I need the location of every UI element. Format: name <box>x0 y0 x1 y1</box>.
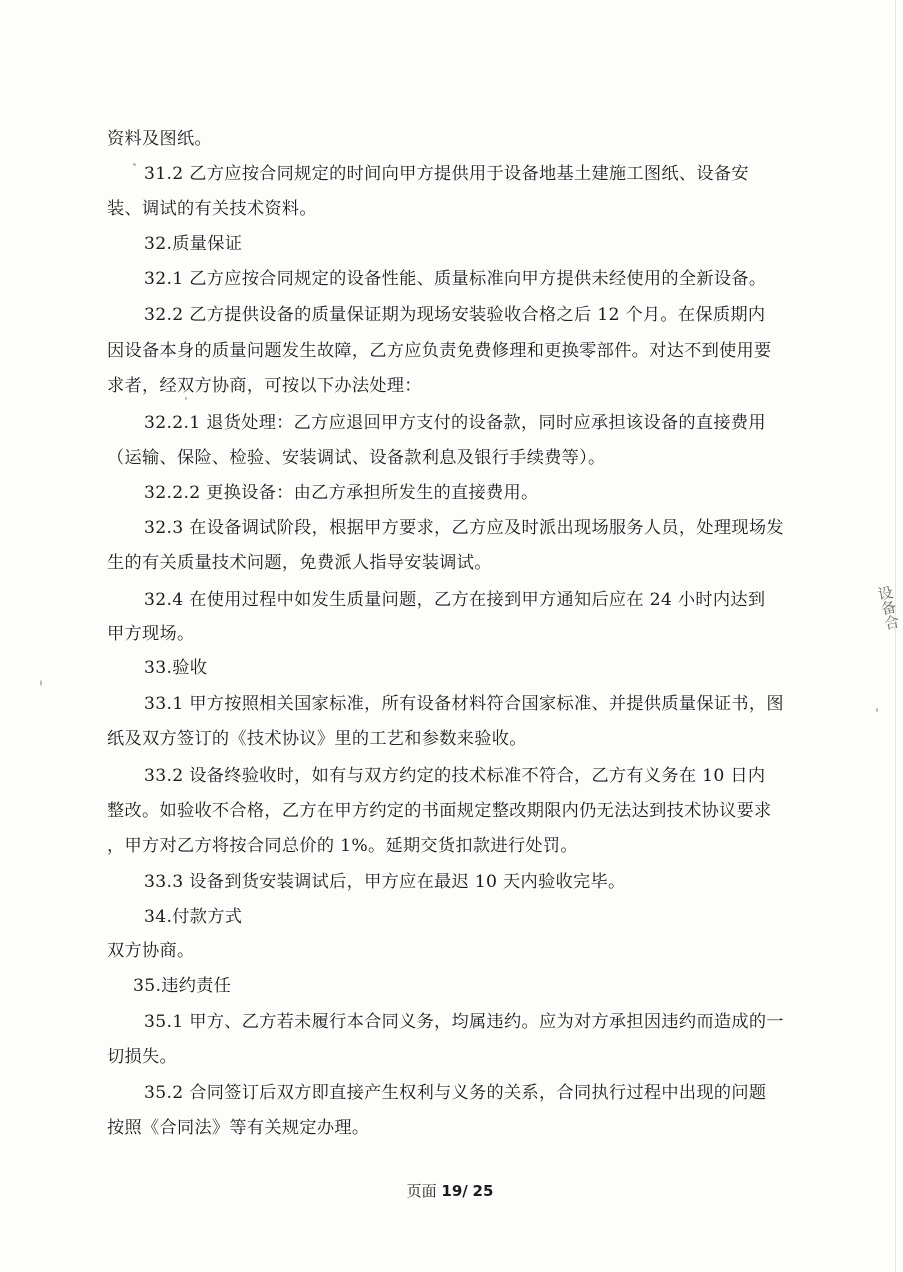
text-line: 因设备本身的质量问题发生故障，乙方应负责免费修理和更换零部件。对达不到使用要 <box>107 341 772 361</box>
text-line: 资料及图纸。 <box>107 129 212 149</box>
scan-speck <box>876 708 878 712</box>
text-line: 纸及双方签订的《技术协议》里的工艺和参数来验收。 <box>107 729 527 749</box>
section-heading: 35.违约责任 <box>133 976 232 996</box>
text-line: （运输、保险、检验、安装调试、设备款利息及银行手续费等）。 <box>107 448 606 468</box>
text-line: 按照《合同法》等有关规定办理。 <box>107 1118 370 1138</box>
scan-speck <box>40 680 42 686</box>
text-line: 35.1 甲方、乙方若未履行本合同义务，均属违约。应为对方承担因违约而造成的一 <box>144 1012 784 1032</box>
page-label: 页面 <box>406 1182 437 1200</box>
text-line: 生的有关质量技术问题，免费派人指导安装调试。 <box>107 553 492 573</box>
text-line: 装、调试的有关技术资料。 <box>107 199 317 219</box>
text-line: 33.1 甲方按照相关国家标准，所有设备材料符合国家标准、并提供质量保证书，图 <box>144 694 784 714</box>
scan-speck <box>185 397 187 400</box>
text-line: 32.2 乙方提供设备的质量保证期为现场安装验收合格之后 12 个月。在保质期内 <box>144 305 766 325</box>
text-line: 双方协商。 <box>107 941 195 961</box>
text-line: 整改。如验收不合格，乙方在甲方约定的书面规定整改期限内仍无法达到技术协议要求 <box>107 801 772 821</box>
page-total: 25 <box>472 1182 494 1200</box>
page-current: 19/ <box>441 1182 468 1200</box>
section-heading: 33.验收 <box>144 658 208 678</box>
page-footer <box>0 1180 900 1201</box>
text-line: 32.1 乙方应按合同规定的设备性能、质量标准向甲方提供未经使用的全新设备。 <box>144 269 767 289</box>
text-line: 32.2.2 更换设备：由乙方承担所发生的直接费用。 <box>144 483 539 503</box>
seal-text: 设备合 <box>874 583 902 632</box>
text-line: 甲方现场。 <box>107 624 195 644</box>
scan-speck <box>133 163 136 166</box>
text-line: 32.3 在设备调试阶段，根据甲方要求，乙方应及时派出现场服务人员，处理现场发 <box>144 518 784 538</box>
text-line: 切损失。 <box>107 1047 177 1067</box>
text-line: 32.2.1 退货处理：乙方应退回甲方支付的设备款，同时应承担该设备的直接费用 <box>144 413 766 433</box>
seal-fragment <box>874 583 902 705</box>
text-line: 33.3 设备到货安装调试后，甲方应在最迟 10 天内验收完毕。 <box>144 872 626 892</box>
text-line: 31.2 乙方应按合同规定的时间向甲方提供用于设备地基土建施工图纸、设备安 <box>144 164 749 184</box>
text-line: ，甲方对乙方将按合同总价的 1%。延期交货扣款进行处罚。 <box>107 836 578 856</box>
section-heading: 32.质量保证 <box>144 234 243 254</box>
text-line: 33.2 设备终验收时，如有与双方约定的技术标准不符合，乙方有义务在 10 日内 <box>144 766 766 786</box>
text-line: 32.4 在使用过程中如发生质量问题，乙方在接到甲方通知后应在 24 小时内达到 <box>144 590 766 610</box>
text-line: 求者，经双方协商，可按以下办法处理： <box>107 376 422 396</box>
text-line: 35.2 合同签订后双方即直接产生权利与义务的关系，合同执行过程中出现的问题 <box>144 1083 767 1103</box>
section-heading: 34.付款方式 <box>144 907 243 927</box>
